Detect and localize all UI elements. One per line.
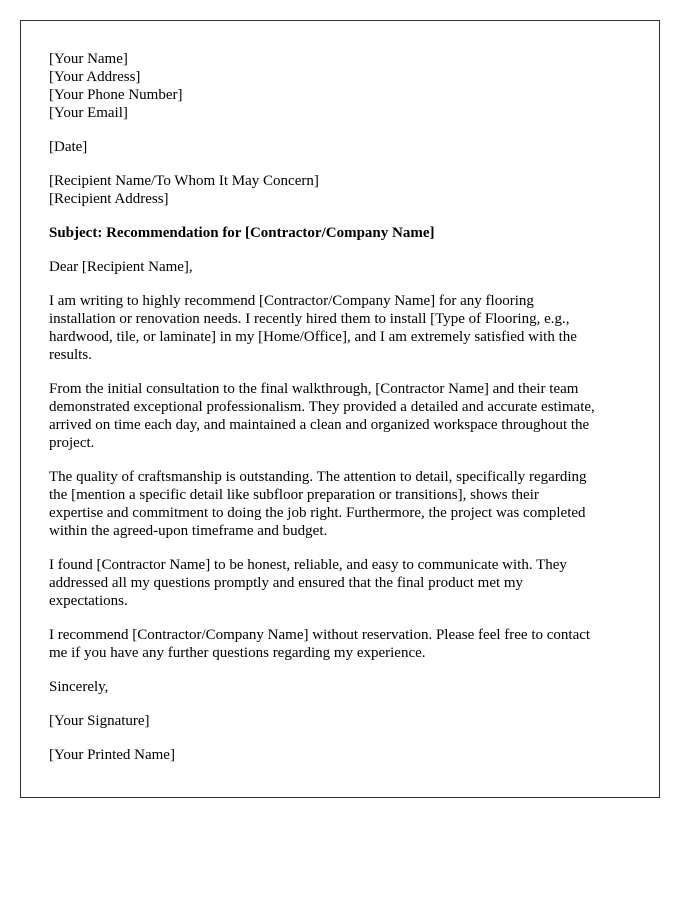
letter-page [20, 20, 660, 798]
printed-name-text: [Your Printed Name] [49, 747, 175, 763]
body-line: The quality of craftsmanship is outstanding. The attention to detail, specifically regarding [49, 469, 587, 485]
subject-line [49, 224, 639, 242]
body-paragraph-1 [49, 292, 639, 364]
sender-email: [Your Email] [49, 105, 128, 121]
sender-address: [Your Address] [49, 69, 141, 85]
recipient-name: [Recipient Name/To Whom It May Concern] [49, 173, 319, 189]
sender-name: [Your Name] [49, 51, 128, 67]
closing [49, 678, 639, 696]
body-line: within the agreed-upon timeframe and budget. [49, 523, 328, 539]
date-block [49, 138, 639, 156]
body-line: project. [49, 435, 95, 451]
signature [49, 712, 639, 730]
body-paragraph-5 [49, 626, 639, 662]
body-paragraph-3 [49, 468, 639, 540]
body-line: addressed all my questions promptly and ensured that the final product met my [49, 575, 524, 591]
body-paragraph-4 [49, 556, 639, 610]
subject-text: Subject: Recommendation for [Contractor/Company Name] [49, 225, 435, 241]
body-line: installation or renovation needs. I recently hired them to install [Type of Flooring, e.g., [49, 311, 570, 327]
body-line: I recommend [Contractor/Company Name] without reservation. Please feel free to contact [49, 627, 591, 643]
body-line: demonstrated exceptional professionalism. They provided a detailed and accurate estimate, [49, 399, 595, 415]
body-line: the [mention a specific detail like subfloor preparation or transitions], shows their [49, 487, 539, 503]
body-line: expertise and commitment to doing the job right. Furthermore, the project was completed [49, 505, 586, 521]
body-line: expectations. [49, 593, 128, 609]
recipient-address: [Recipient Address] [49, 191, 169, 207]
letter-content [49, 50, 639, 780]
body-line: me if you have any further questions regarding my experience. [49, 645, 426, 661]
recipient-block [49, 172, 639, 208]
body-line: I found [Contractor Name] to be honest, reliable, and easy to communicate with. They [49, 557, 567, 573]
body-paragraph-2 [49, 380, 639, 452]
printed-name [49, 746, 639, 764]
body-line: arrived on time each day, and maintained a clean and organized workspace throughout the [49, 417, 590, 433]
sender-phone: [Your Phone Number] [49, 87, 183, 103]
letter-date: [Date] [49, 139, 88, 155]
body-line: hardwood, tile, or laminate] in my [Home/Office], and I am extremely satisfied with the [49, 329, 577, 345]
body-line: results. [49, 347, 92, 363]
closing-text: Sincerely, [49, 679, 109, 695]
body-line: From the initial consultation to the final walkthrough, [Contractor Name] and their team [49, 381, 579, 397]
sender-block [49, 50, 639, 122]
salutation [49, 258, 639, 276]
body-line: I am writing to highly recommend [Contractor/Company Name] for any flooring [49, 293, 534, 309]
salutation-text: Dear [Recipient Name], [49, 259, 193, 275]
signature-text: [Your Signature] [49, 713, 150, 729]
